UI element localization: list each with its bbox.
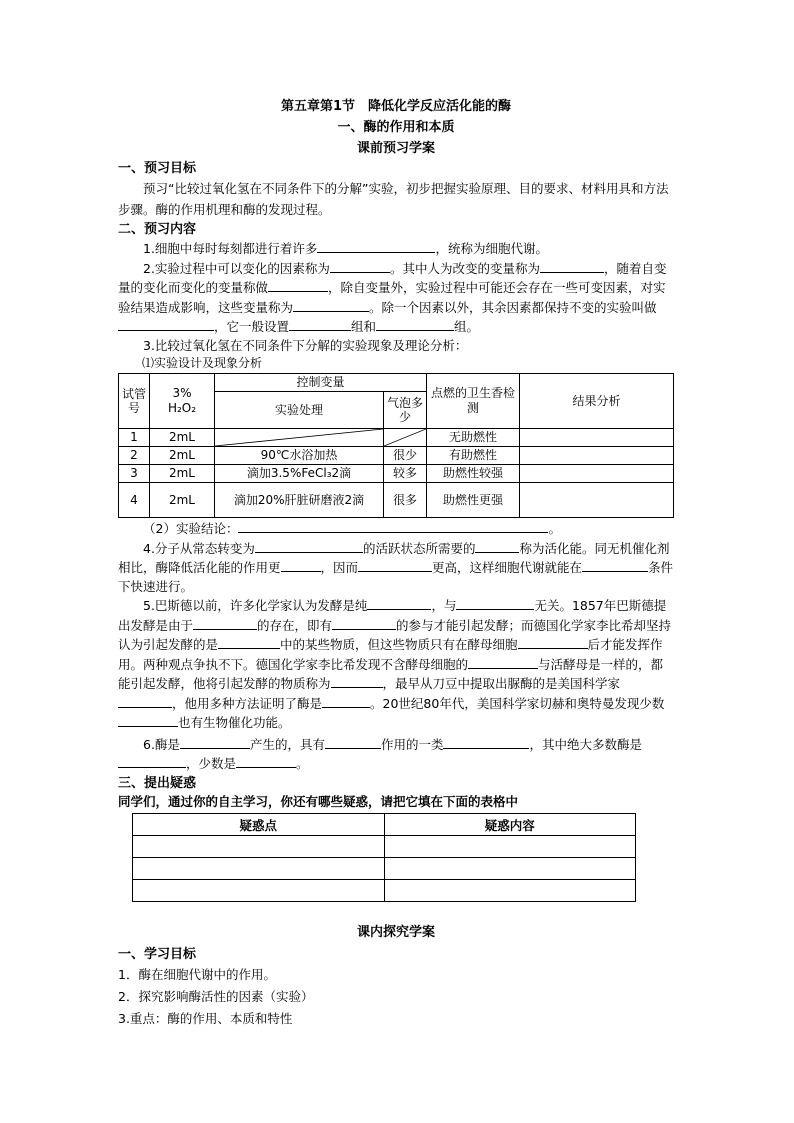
blank[interactable]: [268, 278, 328, 292]
table-row: [133, 858, 636, 880]
header-control: 控制变量: [215, 374, 427, 392]
table-row: 4 2mL 滴加20%肝脏研磨液2滴 很多 助燃性更强: [119, 483, 674, 518]
class-goal-item-3: 3.重点：酶的作用、本质和特性: [118, 1011, 293, 1026]
questions-prompt: 同学们，通过你的自主学习，你还有哪些疑惑，请把它填在下面的表格中: [118, 793, 519, 809]
questions-heading: 三、提出疑惑: [118, 775, 197, 791]
input-cell[interactable]: [133, 880, 385, 902]
input-cell[interactable]: [384, 880, 636, 902]
question-5: 5.巴斯德以前，许多化学家认为发酵是纯 ，与 无关。1857年巴斯德提出发酵是由于 的存在，即有 的参与才能引起发酵；而德国化学家李比希却坚持认为引起发酵的是 中的某些物质，但这些物质只有在酵母细胞 后才能发挥作用。两种观点争执不下。德国化学家李比希发现不含酵母细胞的 与活酵母是一样的，都能引起发酵，他将引起发酵的物质称为 ，最早从刀豆中提取出脲酶的是美国科学家，他用多种方法证明了酶是 。20世纪80年代，美国科学家切赫和奥特曼发现少数也有生物催化功能。: [118, 598, 672, 730]
blank[interactable]: [180, 735, 250, 749]
questions-table: [132, 813, 636, 902]
question-3-sub: ⑴实验设计及现象分析: [142, 356, 263, 370]
empty-cell-slash: [384, 429, 427, 447]
header-bubbles: 气泡多少: [384, 392, 427, 429]
result-cell[interactable]: [520, 447, 674, 465]
blank[interactable]: [376, 317, 454, 331]
blank[interactable]: [367, 596, 431, 610]
input-cell[interactable]: [384, 858, 636, 880]
result-cell[interactable]: [520, 483, 674, 518]
blank[interactable]: [236, 754, 296, 768]
blank[interactable]: [456, 596, 534, 610]
blank[interactable]: [118, 317, 214, 331]
header-tube: 试管号: [119, 374, 150, 429]
blank[interactable]: [317, 239, 435, 253]
question-6: 6.酶是 产生的，具有 作用的一类 ，其中绝大多数酶是，少数是 。: [118, 735, 674, 774]
header-treatment: 实验处理: [215, 392, 384, 429]
blank[interactable]: [540, 259, 604, 273]
blank[interactable]: [289, 317, 351, 331]
blank[interactable]: [118, 754, 186, 768]
blank[interactable]: [330, 259, 390, 273]
table-row: 1 2mL 无助燃性: [119, 429, 674, 447]
input-cell[interactable]: [133, 858, 385, 880]
conclusion: （2）实验结论： 。: [143, 521, 561, 536]
preview-goal-heading: 一、预习目标: [118, 161, 197, 176]
section-title: 课前预习学案: [356, 141, 435, 156]
blank[interactable]: [331, 674, 383, 688]
blank[interactable]: [358, 558, 432, 572]
table-row: [133, 836, 636, 858]
result-cell[interactable]: [520, 429, 674, 447]
question-2: 2.实验过程中可以变化的因素称为 。其中人为改变的变量称为 ，随着自变量的变化而变化的变量称做 ，除自变量外，实验过程中可能还会存在一些可变因素，对实验结果造成影响，这些变量称为 。除一个因素以外，其余因素都保持不变的实验叫做，它一般设置 组和 组。: [118, 260, 667, 334]
blank[interactable]: [281, 558, 321, 572]
blank[interactable]: [325, 735, 381, 749]
class-goal-heading: 一、学习目标: [118, 947, 197, 962]
table-row: 3 2mL 滴加3.5%FeCl₃2滴 较多 助燃性较强: [119, 465, 674, 483]
blank[interactable]: [475, 539, 519, 553]
blank[interactable]: [332, 616, 396, 630]
sub-title: 一、酶的作用和本质: [337, 120, 455, 135]
blank[interactable]: [193, 616, 257, 630]
blank[interactable]: [468, 655, 538, 669]
blank[interactable]: [238, 519, 548, 533]
blank[interactable]: [518, 635, 588, 649]
class-goal-item-2: 2．探究影响酶活性的因素（实验）: [118, 989, 314, 1004]
blank[interactable]: [322, 694, 370, 708]
table-row: [133, 880, 636, 902]
header-h2o2: 3% H₂O₂: [150, 374, 215, 429]
blank[interactable]: [293, 298, 369, 312]
blank[interactable]: [582, 558, 648, 572]
blank[interactable]: [218, 635, 280, 649]
question-1: 1.细胞中每时每刻都进行着许多 ，统称为细胞代谢。: [143, 241, 548, 256]
question-3: 3.比较过氧化氢在不同条件下分解的实验现象及理论分析：: [143, 337, 468, 353]
header-result: 结果分析: [520, 374, 674, 429]
input-cell[interactable]: [133, 836, 385, 858]
experiment-table: [118, 373, 674, 518]
document-page: [118, 96, 674, 1030]
col-doubt-content: 疑惑内容: [384, 814, 636, 836]
blank[interactable]: [118, 713, 178, 727]
blank[interactable]: [118, 694, 172, 708]
input-cell[interactable]: [384, 836, 636, 858]
blank[interactable]: [443, 735, 529, 749]
preview-goal-text: 预习“比较过氧化氢在不同条件下的分解”实验，初步把握实验原理、目的要求、材料用具和方法步骤。酶的作用机理和酶的发现过程。: [118, 181, 669, 217]
empty-cell-slash: [215, 429, 384, 447]
result-cell[interactable]: [520, 465, 674, 483]
blank[interactable]: [255, 539, 363, 553]
class-goal-item-1: 1．酶在细胞代谢中的作用。: [118, 967, 276, 982]
question-4: 4.分子从常态转变为 的活跃状态所需要的 称为活化能。同无机催化剂相比，酶降低活化能的作用更 ，因而 更高，这样细胞代谢就能在 条件下快速进行。: [118, 540, 674, 594]
col-doubt-point: 疑惑点: [133, 814, 385, 836]
table-row: 2 2mL 90℃水浴加热 很少 有助燃性: [119, 447, 674, 465]
header-ignite: 点燃的卫生香检测: [427, 374, 520, 429]
class-section-title: 课内探究学案: [356, 925, 435, 940]
chapter-title: 第五章第1节 降低化学反应活化能的酶: [280, 99, 512, 114]
preview-content-heading: 二、预习内容: [118, 222, 197, 237]
